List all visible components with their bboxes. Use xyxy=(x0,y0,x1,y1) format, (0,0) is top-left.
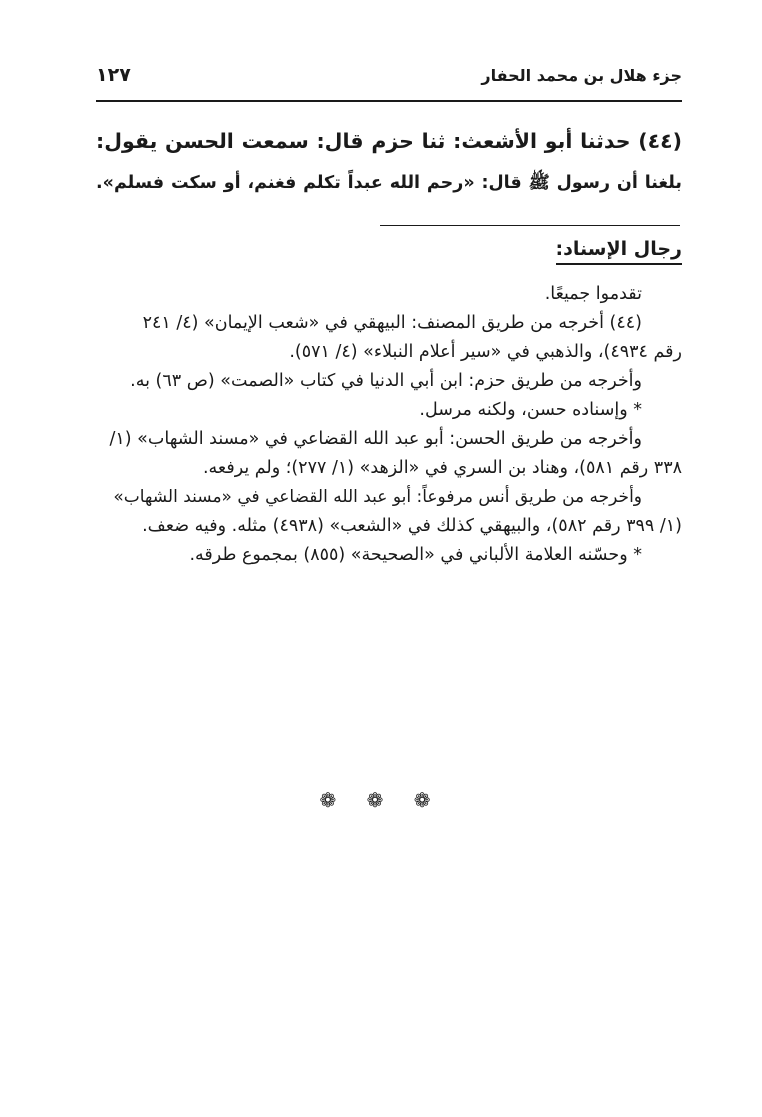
note-line: ٣٣٨ رقم ٥٨١)، وهناد بن السري في «الزهد» (١/ ٢٧٧)؛ ولم يرفعه. xyxy=(202,458,682,478)
hadith-line: بلغنا أن رسول ﷺ قال: «رحم الله عبداً تكلم فغنم، أو سكت فسلم». xyxy=(96,173,682,193)
note-line: * وحسّنه العلامة الألباني في «الصحيحة» (٨٥٥) بمجموع طرقه. xyxy=(189,545,642,565)
note-line: * وإسناده حسن، ولكنه مرسل. xyxy=(419,400,642,420)
section-heading: رجال الإسناد: xyxy=(556,238,682,265)
note-line: (١/ ٣٩٩ رقم ٥٨٢)، والبيهقي كذلك في «الشعب» (٤٩٣٨) مثله. وفيه ضعف. xyxy=(142,516,682,536)
note-line: رقم ٤٩٣٤)، والذهبي في «سير أعلام النبلاء» (٤/ ٥٧١). xyxy=(289,342,682,362)
hadith-text xyxy=(96,120,682,204)
hadith-line: (٤٤) حدثنا أبو الأشعث: ثنا حزم قال: سمعت الحسن يقول: xyxy=(96,129,682,153)
note-line: وأخرجه من طريق حزم: ابن أبي الدنيا في كتاب «الصمت» (ص ٦٣) به. xyxy=(130,371,642,391)
footnotes xyxy=(100,280,682,570)
footnote-separator xyxy=(380,225,680,226)
note-line: (٤٤) أخرجه من طريق المصنف: البيهقي في «شعب الإيمان» (٤/ ٢٤١ xyxy=(142,313,642,333)
header-rule xyxy=(96,100,682,102)
note-line: وأخرجه من طريق أنس مرفوعاً: أبو عبد الله القضاعي في «مسند الشهاب» xyxy=(113,487,642,507)
running-title: جزء هلال بن محمد الحفار xyxy=(481,66,682,85)
page-number: ١٢٧ xyxy=(96,64,131,86)
page-header xyxy=(96,58,682,94)
note-line: وأخرجه من طريق الحسن: أبو عبد الله القضاعي في «مسند الشهاب» (١/ xyxy=(109,429,642,449)
note-line: تقدموا جميعًا. xyxy=(544,284,642,304)
section-end-ornament: ❁ ❁ ❁ xyxy=(319,788,443,812)
